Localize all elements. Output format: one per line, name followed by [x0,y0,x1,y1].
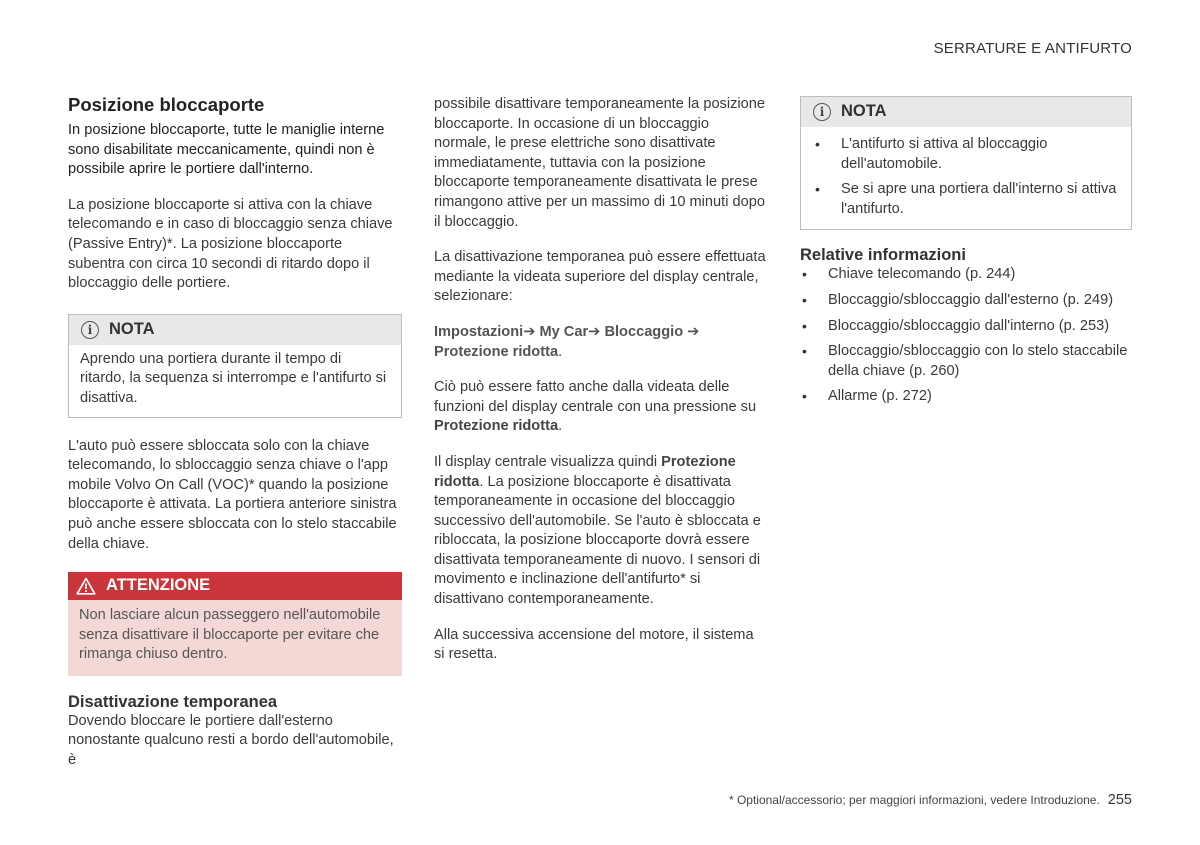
paragraph [434,378,768,437]
menu-item-my-car: My Car [539,323,589,340]
note-text: Aprendo una portiera durante il tempo di ritardo, la sequenza si interrompe e l'antifurto si disattiva. [80,350,387,406]
column-right [800,96,1132,407]
footnote: * Optional/accessorio; per maggiori informazioni, vedere Introduzione. [728,793,1100,807]
lead-paragraph: In posizione bloccaporte, tutte le maniglie interne sono disabilitate meccanicamente, quindi non è possibile aprire le portiere dall'interno. [68,122,385,178]
menu-item-protezione-ridotta: Protezione ridotta [434,343,559,360]
paragraph: L'auto può essere sbloccata solo con la chiave telecomando, lo sbloccaggio senza chiave o l'app mobile Volvo On Call (VOC)* quando la posizione bloccaporte è attivata. La portiera anteriore sinistra può anche essere sbloccata con lo stelo staccabile della chiave. [68,437,397,552]
subsection-title: Disattivazione temporanea [68,692,278,711]
warning-header [68,572,402,600]
period: . [558,343,563,360]
related-link[interactable]: • Chiave telecomando (p. 244) [800,265,1132,285]
note-box [68,314,402,418]
bold-term: Protezione ridotta [434,453,736,490]
related-link[interactable]: • Bloccaggio/sbloccaggio dall'interno (p. 253) [800,317,1132,337]
arrow-right-icon: ➔ [523,323,536,340]
column-middle [434,95,768,665]
note-title: NOTA [841,102,887,121]
related-link[interactable]: • Allarme (p. 272) [800,387,1132,407]
paragraph: Dovendo bloccare le portiere dall'esterno nonostante qualcuno resti a bordo dell'automobile, è [68,712,394,769]
list-item: • L'antifurto si attiva al bloccaggio dell'automobile. [813,135,1117,174]
note-body [801,127,1131,229]
note-header [69,315,401,345]
warning-box [68,572,402,676]
note-list [813,135,1117,219]
footer [729,792,1132,808]
arrow-right-icon: ➔ [588,323,601,340]
note-header [801,97,1131,127]
text-span: Ciò può essere fatto anche dalla videata delle funzioni del display centrale con una pressione su [434,379,757,415]
section-title: Posizione bloccaporte [68,94,265,115]
paragraph: La posizione bloccaporte si attiva con la chiave telecomando e in caso di bloccaggio senza chiave (Passive Entry)*. La posizione bloccaporte subentra con circa 10 secondi di ritardo dopo il bloccaggio delle portiere. [68,196,393,292]
related-link[interactable]: • Bloccaggio/sbloccaggio con lo stelo staccabile della chiave (p. 260) [800,342,1132,381]
menu-item-impostazioni: Impostazioni [434,323,524,340]
text-span: . La posizione bloccaporte è disattivata temporaneamente in occasione del bloccaggio successivo dell'automobile. Se l'auto è sbloccata e ribloccata, la posizione bloccaporte dovrà essere disattivata temporaneamente di nuovo. I sensori di movimento e inclinazione dell'antifurto* si disattivano contemporaneamente. [434,473,761,608]
list-item: • Se si apre una portiera dall'interno si attiva l'antifurto. [813,180,1117,219]
menu-item-bloccaggio: Bloccaggio [604,323,684,340]
text-span: Il display centrale visualizza quindi [434,453,662,470]
note-box [800,96,1132,230]
arrow-right-icon: ➔ [687,323,700,340]
info-circle-icon: i [813,103,831,121]
related-title: Relative informazioni [800,246,966,265]
info-circle-icon: i [81,321,99,339]
warning-text: Non lasciare alcun passeggero nell'automobile senza disattivare il bloccaporte per evitare che rimanga chiuso dentro. [79,607,381,663]
section-header: SERRATURE E ANTIFURTO [933,40,1132,57]
warning-triangle-icon [76,577,96,595]
paragraph: Alla successiva accensione del motore, il sistema si resetta. [434,626,754,663]
related-list [800,265,1132,407]
paragraph: La disattivazione temporanea può essere effettuata mediante la videata superiore del display centrale, selezionare: [434,249,766,305]
paragraph [434,453,768,610]
page-number: 255 [1107,792,1132,808]
text-span: . [558,418,563,435]
column-left [68,94,402,771]
warning-title: ATTENZIONE [106,576,211,595]
bold-term: Protezione ridotta [434,418,559,435]
paragraph: possibile disattivare temporaneamente la posizione bloccaporte. In occasione di un bloccaggio normale, le prese elettriche sono disattivate immediatamente, tuttavia con la posizione bloccaporte temporaneamente disattivata le prese rimangono attive per un massimo di 10 minuti dopo il bloccaggio. [434,96,765,230]
related-link[interactable]: • Bloccaggio/sbloccaggio dall'esterno (p. 249) [800,291,1132,311]
menu-path [434,323,768,362]
note-title: NOTA [109,319,155,338]
